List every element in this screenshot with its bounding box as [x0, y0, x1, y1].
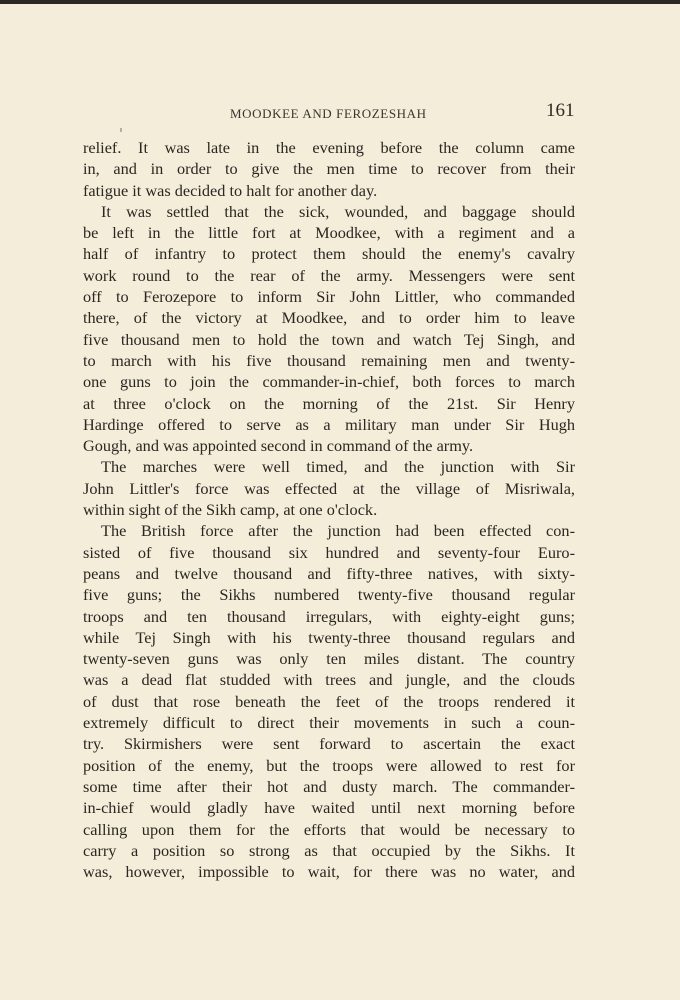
- text-line: one guns to join the commander-in-chief, both forces to march: [83, 372, 575, 392]
- text-line: of dust that rose beneath the feet of the troops rendered it: [83, 691, 575, 711]
- text-line: troops and ten thousand irregulars, with eighty-eight guns;: [83, 606, 575, 626]
- text-line: fatigue it was decided to halt for another day.: [83, 180, 378, 200]
- text-line: carry a position so strong as that occupied by the Sikhs. It: [83, 840, 575, 860]
- text-line: half of infantry to protect them should the enemy's cavalry: [83, 244, 575, 264]
- text-line: extremely difficult to direct their movements in such a coun-: [83, 713, 575, 733]
- text-line: John Littler's force was effected at the village of Misriwala,: [83, 478, 575, 498]
- text-line: The British force after the junction had been effected con-: [101, 521, 575, 541]
- text-line: position of the enemy, but the troops were allowed to rest for: [83, 755, 575, 775]
- text-line: was, however, impossible to wait, for there was no water, and: [83, 862, 575, 882]
- page-number: 161: [546, 100, 575, 121]
- body-text: [83, 137, 575, 882]
- text-line: peans and twelve thousand and fifty-three natives, with sixty-: [83, 563, 575, 583]
- text-line: off to Ferozepore to inform Sir John Littler, who commanded: [83, 287, 575, 307]
- text-line: twenty-seven guns was only ten miles distant. The country: [83, 649, 575, 669]
- text-line: sisted of five thousand six hundred and seventy-four Euro-: [83, 542, 575, 562]
- text-line: try. Skirmishers were sent forward to ascertain the exact: [83, 734, 575, 754]
- text-line: It was settled that the sick, wounded, and baggage should: [101, 201, 575, 221]
- text-line: The marches were well timed, and the junction with Sir: [101, 457, 575, 477]
- text-line: five guns; the Sikhs numbered twenty-five thousand regular: [83, 585, 575, 605]
- text-line: relief. It was late in the evening before the column came: [83, 138, 575, 157]
- text-line: Hardinge offered to serve as a military man under Sir Hugh: [83, 414, 575, 434]
- text-line: Gough, and was appointed second in command of the army.: [83, 436, 474, 456]
- text-line: while Tej Singh with his twenty-three thousand regulars and: [83, 627, 575, 647]
- text-line: within sight of the Sikh camp, at one o'clock.: [83, 500, 378, 520]
- stray-ink-mark: [120, 128, 122, 132]
- text-line: at three o'clock on the morning of the 21st. Sir Henry: [83, 393, 575, 413]
- page-top-edge: [0, 0, 680, 4]
- text-line: calling upon them for the efforts that would be necessary to: [83, 819, 575, 839]
- text-line: was a dead flat studded with trees and jungle, and the clouds: [83, 670, 575, 690]
- text-line: to march with his five thousand remaining men and twenty-: [83, 350, 575, 370]
- running-head: MOODKEE AND FEROZESHAH: [230, 106, 427, 121]
- text-line: in-chief would gladly have waited until next morning before: [83, 798, 575, 818]
- text-line: five thousand men to hold the town and watch Tej Singh, and: [83, 329, 575, 349]
- text-line: there, of the victory at Moodkee, and to order him to leave: [83, 308, 575, 328]
- page-header: [0, 100, 680, 128]
- text-line: work round to the rear of the army. Messengers were sent: [83, 265, 575, 285]
- text-line: some time after their hot and dusty march. The commander-: [83, 776, 575, 796]
- text-line: be left in the little fort at Moodkee, with a regiment and a: [83, 223, 575, 243]
- text-line: in, and in order to give the men time to recover from their: [83, 159, 575, 179]
